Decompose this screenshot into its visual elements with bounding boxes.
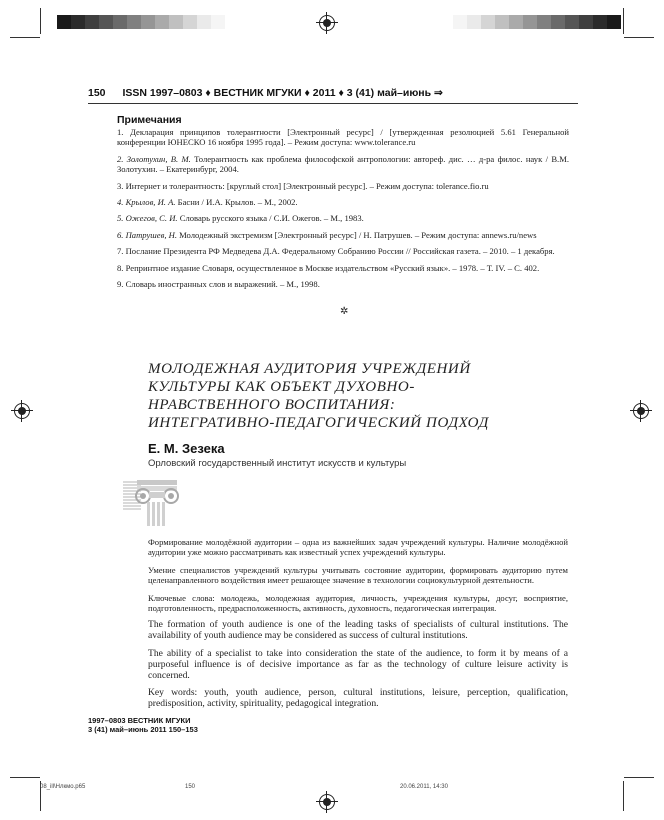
note-text: Басни / И.А. Крылов. – М., 2002. [175, 197, 298, 208]
color-swatch [537, 15, 551, 29]
note-author: 2. Золотухин, В. М. [117, 153, 191, 164]
color-swatch [141, 15, 155, 29]
crop-mark [623, 781, 624, 811]
crop-mark [10, 37, 40, 38]
color-swatch [593, 15, 607, 29]
notes-title: Примечания [117, 114, 182, 126]
color-swatch [211, 15, 225, 29]
crop-mark [623, 8, 624, 34]
running-header [88, 87, 508, 99]
abstract-en-paragraph: The formation of youth audience is one of the leading tasks of specialists of cultural institutions. The availability of youth audience may be considered as success of cultural institutions. [148, 619, 568, 642]
color-swatch [565, 15, 579, 29]
note-item [117, 197, 569, 207]
note-text: Толерантность как проблема философской антропологии: автореф. дис. … д-ра филос. наук / В.М. Золотухин. – Екатеринбург, 2004. [117, 153, 569, 175]
color-swatch [183, 15, 197, 29]
note-text: 8. Репринтное издание Словаря, осуществленное в Москве издательством «Русский язык». – 1978. – Т. IV. – С. 402. [117, 262, 540, 273]
color-bar-left [57, 15, 225, 29]
slug-page: 150 [185, 784, 196, 790]
note-author: 4. Крылов, И. А. [117, 197, 176, 208]
note-item [117, 127, 569, 148]
section-separator: ✲ [340, 306, 349, 317]
color-swatch [467, 15, 481, 29]
color-swatch [579, 15, 593, 29]
color-swatch [155, 15, 169, 29]
color-swatch [453, 15, 467, 29]
note-text: Словарь русского языка / С.И. Ожегов. – М., 1983. [177, 213, 364, 224]
color-swatch [197, 15, 211, 29]
title-line: НРАВСТВЕННОГО ВОСПИТАНИЯ: [148, 397, 396, 413]
registration-mark-top-icon [319, 15, 335, 31]
color-swatch [523, 15, 537, 29]
color-swatch [495, 15, 509, 29]
author-name: Е. М. Зезека [148, 441, 225, 456]
title-line: ИНТЕГРАТИВНО-ПЕДАГОГИЧЕСКИЙ ПОДХОД [148, 415, 489, 431]
abstract [148, 537, 568, 717]
registration-mark-left-icon [14, 403, 30, 419]
slug-datetime: 20.06.2011, 14:30 [400, 784, 448, 790]
color-swatch [57, 15, 71, 29]
color-swatch [127, 15, 141, 29]
crop-mark [10, 777, 40, 778]
abstract-ru-paragraph: Умение специалистов учреждений культуры учитывать состояние аудитории, формировать аудиторию путем целенаправленного воздействия имеет решающее значение в технологии социокультурной деятельности. [148, 564, 568, 586]
journal-line: ISSN 1997–0803 ♦ ВЕСТНИК МГУКИ ♦ 2011 ♦ 3 (41) май–июнь ⇒ [122, 87, 443, 99]
header-rule [88, 103, 578, 104]
note-item [117, 181, 569, 191]
abstract-ru-paragraph: Формирование молодёжной аудитории – одна из важнейших задач учреждений культуры. Наличие молодёжной аудитории уже можно рассматривать как известный успех учреждений культуры. [148, 537, 568, 558]
note-author: 5. Ожегов, С. И. [117, 213, 178, 224]
note-item [117, 263, 569, 273]
keywords-ru: Ключевые слова: молодежь, молодежная аудитория, личность, учреждения культуры, досуг, восприятие, подготовленность, предрасположенность, активность, духовность, педагогическая интеграция. [148, 592, 568, 614]
page-number: 150 [88, 87, 106, 99]
slug-file: 08_ill\Нлкмо.p65 [40, 784, 86, 790]
note-item [117, 279, 569, 289]
title-line: МОЛОДЕЖНАЯ АУДИТОРИЯ УЧРЕЖДЕНИЙ [148, 361, 471, 377]
color-swatch [99, 15, 113, 29]
note-text: 3. Интернет и толерантность: [круглый стол] [Электронный ресурс]. – Режим доступа: tolerance.fio.ru [117, 180, 489, 191]
page-footer [88, 716, 198, 734]
note-item [117, 246, 569, 256]
note-item [117, 230, 569, 240]
color-bar-right [453, 15, 621, 29]
note-text: 1. Декларация принципов толерантности [Электронный ресурс] / [утвержденная резолюцией 5.61 Генеральной конференции ЮНЕСКО 16 ноября 1995 года]. – Режим доступа: www.tolerance.ru [117, 127, 569, 148]
note-text: 9. Словарь иностранных слов и выражений. – М., 1998. [117, 279, 320, 290]
registration-mark-bottom-icon [319, 794, 335, 810]
note-item [117, 213, 569, 223]
note-author: 6. Патрушев, Н. [117, 229, 177, 240]
title-line: КУЛЬТУРЫ КАК ОБЪЕКТ ДУХОВНО- [148, 379, 415, 395]
article-title [148, 360, 568, 432]
color-swatch [113, 15, 127, 29]
color-swatch [509, 15, 523, 29]
color-swatch [551, 15, 565, 29]
author-affiliation: Орловский государственный институт искусств и культуры [148, 458, 407, 469]
crop-mark [624, 777, 654, 778]
keywords-en: Key words: youth, youth audience, person, cultural institutions, leisure, perception, qualification, predisposition, activity, spirituality, pedagogical integration. [148, 687, 568, 710]
color-swatch [85, 15, 99, 29]
note-item [117, 154, 569, 175]
abstract-en-paragraph: The ability of a specialist to take into consideration the state of the audience, to form it by means of a purposeful influence is of decisive importance as far as the technology of culture leisure activity is concerned. [148, 648, 568, 681]
note-text: Молодежный экстремизм [Электронный ресурс] / Н. Патрушев. – Режим доступа: annews.ru/news [176, 229, 537, 240]
color-swatch [481, 15, 495, 29]
crop-mark [40, 8, 41, 34]
notes-list [117, 127, 569, 295]
footer-line: 1997–0803 ВЕСТНИК МГУКИ [88, 716, 191, 725]
color-swatch [607, 15, 621, 29]
crop-mark [624, 37, 654, 38]
note-text: 7. Послание Президента РФ Медведева Д.А. Федеральному Собранию России // Российская газета. – 2010. – 1 декабря. [117, 246, 555, 257]
color-swatch [71, 15, 85, 29]
ionic-column-icon [123, 476, 179, 526]
registration-mark-right-icon [633, 403, 649, 419]
color-swatch [169, 15, 183, 29]
footer-line: 3 (41) май–июнь 2011 150–153 [88, 725, 198, 734]
